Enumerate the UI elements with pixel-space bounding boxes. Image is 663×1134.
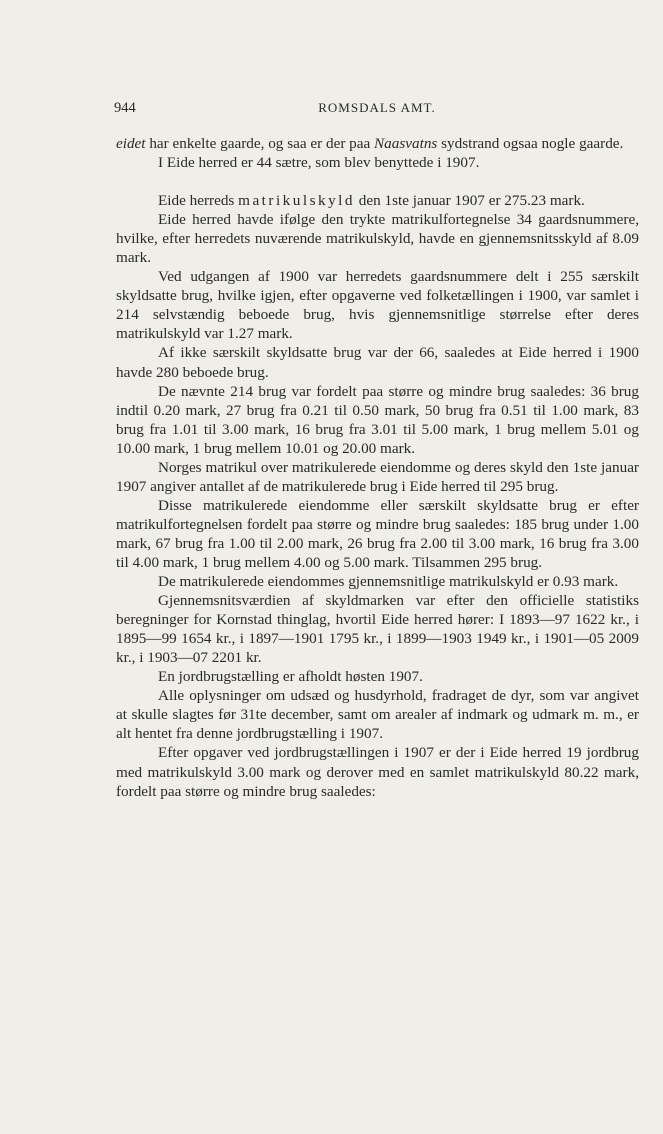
text-segment: En jordbrugstælling er afholdt høsten 1907. (158, 668, 423, 686)
text-segment: I Eide herred er 44 sætre, som blev benyttede i 1907. (158, 154, 480, 172)
text-segment: Disse matrikulerede eiendomme eller særskilt skyldsatte brug er efter matrikulfortegnelsen fordelt paa større og mindre brug saaledes: 185 brug under 1.00 mark, 67 brug fra 1.00 til 2.00 mark, 26 brug fra 2.00 til 3.00 mark, 16 brug fra 3.00 til 4.00 mark, 1 brug mellem 4.00 og 5.00 mark. Tilsammen 295 brug. (116, 496, 639, 571)
text-segment: Efter opgaver ved jordbrugstællingen i 1907 er der i Eide herred 19 jordbrug med matrikulskyld 3.00 mark og derover med en samlet matrikulskyld 80.22 mark, fordelt paa større og mindre brug saaledes: (116, 744, 639, 800)
page-number: 944 (114, 100, 136, 116)
text-segment: har enkelte gaarde, og saa er der paa (145, 135, 375, 152)
paragraph (116, 572, 639, 591)
text-segment: den 1ste januar 1907 er 275.23 mark. (355, 192, 585, 210)
paragraph (116, 191, 639, 210)
paragraph (116, 210, 639, 267)
text-segment: Naasvatns (374, 135, 438, 152)
text-segment: De nævnte 214 brug var fordelt paa større og mindre brug saaledes: 36 brug indtil 0.20 mark, 27 brug fra 0.21 til 0.50 mark, 50 brug fra 0.51 til 1.00 mark, 83 brug fra 1.01 til 3.00 mark, 16 brug fra 3.01 til 5.00 mark, 1 brug mellem 5.01 og 10.00 mark, 1 brug mellem 10.01 og 20.00 mark. (116, 382, 639, 457)
paragraph (116, 667, 639, 686)
paragraph (116, 134, 639, 153)
text-segment: Af ikke særskilt skyldsatte brug var der 66, saaledes at Eide herred i 1900 havde 280 beboede brug. (116, 344, 639, 381)
text-segment: Eide herred havde ifølge den trykte matrikulfortegnelse 34 gaardsnummere, hvilke, efter herredets nuværende matrikulskyld, havde en gjennemsnitsskyld af 8.09 mark. (116, 211, 639, 267)
text-segment: sydstrand ogsaa nogle gaarde. (437, 135, 624, 152)
text-segment: Norges matrikul over matrikulerede eiendomme og deres skyld den 1ste januar 1907 angiver antallet af de matrikulerede brug i Eide herred til 295 brug. (116, 458, 639, 495)
text-segment: Gjennemsnitsværdien af skyldmarken var efter den officielle statistiks beregninger for Kornstad thinglag, hvortil Eide herred hører: I 1893—97 1622 kr., i 1895—99 1654 kr., i 1897—1901 1795 kr., i 1899—1903 1949 kr., i 1901—05 2009 kr., i 1903—07 2201 kr. (116, 592, 639, 667)
paragraph (116, 458, 639, 496)
text-segment: matrikulskyld (238, 192, 355, 210)
paragraph (116, 743, 639, 800)
text-segment: Ved udgangen af 1900 var herredets gaardsnummere delt i 255 særskilt skyldsatte brug, hvilke igjen, efter opgaverne ved folketællingen i 1900, var samlet i 214 selvstændig beboede brug, hvis gjennemsnitlige størrelse efter deres matrikulskyld var 1.27 mark. (116, 268, 639, 343)
paragraph (116, 591, 639, 667)
text-segment: Eide herreds (158, 192, 239, 210)
text-segment: eidet (116, 135, 146, 152)
paragraph (116, 382, 639, 458)
body-text (116, 134, 639, 801)
paragraph (116, 686, 639, 743)
text-segment: De matrikulerede eiendommes gjennemsnitlige matrikulskyld er 0.93 mark. (158, 573, 619, 591)
running-title: ROMSDALS AMT. (318, 100, 436, 115)
paragraph (116, 343, 639, 381)
text-segment: Alle oplysninger om udsæd og husdyrhold, fradraget de dyr, som var angivet at skulle slagtes før 31te december, samt om arealer af indmark og udmark m. m., er alt hentet fra denne jordbrugstælling i 1907. (116, 687, 639, 743)
paragraph (116, 153, 639, 172)
paragraph (116, 496, 639, 572)
page-header (114, 100, 640, 120)
paragraph (116, 267, 639, 343)
